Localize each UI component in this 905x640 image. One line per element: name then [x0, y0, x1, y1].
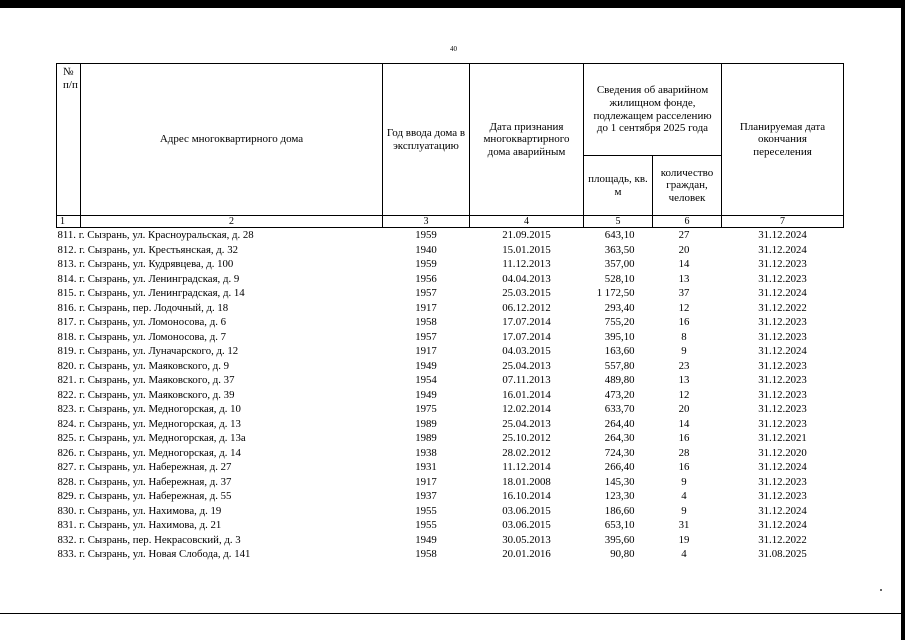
- address-text: г. Сызрань, ул. Набережная, д. 27: [79, 461, 232, 474]
- address-cell: [57, 330, 383, 345]
- area-cell: 163,60: [604, 345, 635, 358]
- table-row: [57, 243, 844, 258]
- header-group: Сведения об аварийном жилищном фонде, подлежащем расселению до 1 сентября 2025 года: [584, 64, 722, 156]
- address-cell: [57, 489, 383, 504]
- row-number: 818.: [57, 330, 77, 343]
- year-cell: 1956: [415, 272, 437, 285]
- row-number: 830.: [57, 504, 77, 517]
- row-number: 814.: [57, 272, 77, 285]
- column-number-row: [57, 216, 844, 228]
- row-number: 812.: [57, 243, 77, 256]
- header-planned-date: Планируемая дата окончания переселения: [722, 64, 844, 216]
- address-cell: [57, 475, 383, 490]
- residents-cell: 14: [678, 417, 690, 430]
- emergency-date-cell: 16.01.2014: [502, 388, 551, 401]
- address-cell: [57, 388, 383, 403]
- emergency-date-cell: 11.12.2013: [502, 258, 551, 271]
- address-text: г. Сызрань, ул. Медногорская, д. 13: [79, 417, 241, 430]
- planned-date-cell: 31.12.2024: [758, 461, 807, 474]
- table-row: [57, 286, 844, 301]
- table-row: [57, 489, 844, 504]
- year-cell: 1989: [415, 417, 437, 430]
- area-cell: 528,10: [604, 272, 635, 285]
- residents-cell: 13: [678, 374, 690, 387]
- emergency-date-cell: 03.06.2015: [502, 519, 551, 532]
- residents-cell: 23: [678, 359, 690, 372]
- area-cell: 557,80: [604, 359, 635, 372]
- address-cell: [57, 257, 383, 272]
- residents-cell: 19: [678, 533, 690, 546]
- residents-cell: 12: [678, 388, 690, 401]
- table-row: [57, 431, 844, 446]
- emergency-date-cell: 20.01.2016: [502, 548, 551, 561]
- planned-date-cell: 31.12.2023: [758, 272, 807, 285]
- row-number: 811.: [57, 229, 76, 242]
- year-cell: 1940: [415, 243, 437, 256]
- col-number: 1: [57, 216, 81, 228]
- year-cell: 1958: [415, 316, 437, 329]
- area-cell: 357,00: [604, 258, 635, 271]
- table-row: [57, 272, 844, 287]
- row-number: 824.: [57, 417, 77, 430]
- year-cell: 1957: [415, 330, 437, 343]
- header-address: Адрес многоквартирного дома: [81, 64, 383, 216]
- area-cell: 123,30: [604, 490, 635, 503]
- row-number: 828.: [57, 475, 77, 488]
- emergency-date-cell: 30.05.2013: [502, 533, 551, 546]
- col-number: 3: [383, 216, 470, 228]
- residents-cell: 28: [678, 446, 690, 459]
- area-cell: 473,20: [604, 388, 635, 401]
- residents-cell: 9: [681, 475, 687, 488]
- row-number: 822.: [57, 388, 77, 401]
- area-cell: 363,50: [604, 243, 635, 256]
- area-cell: 264,40: [604, 417, 635, 430]
- row-number: 815.: [57, 287, 77, 300]
- year-cell: 1955: [415, 519, 437, 532]
- address-text: г. Сызрань, ул. Медногорская, д. 13а: [79, 432, 246, 445]
- emergency-date-cell: 04.03.2015: [502, 345, 551, 358]
- address-text: г. Сызрань, ул. Маяковского, д. 9: [79, 359, 230, 372]
- row-number: 826.: [57, 446, 77, 459]
- residents-cell: 27: [678, 229, 690, 242]
- residents-cell: 8: [681, 330, 687, 343]
- year-cell: 1955: [415, 504, 437, 517]
- year-cell: 1975: [415, 403, 437, 416]
- emergency-date-cell: 03.06.2015: [502, 504, 551, 517]
- address-text: г. Сызрань, ул. Ломоносова, д. 6: [79, 316, 226, 329]
- emergency-date-cell: 28.02.2012: [502, 446, 551, 459]
- area-cell: 186,60: [604, 504, 635, 517]
- table-row: [57, 504, 844, 519]
- emergency-date-cell: 07.11.2013: [502, 374, 551, 387]
- table-row: [57, 315, 844, 330]
- planned-date-cell: 31.12.2024: [758, 519, 807, 532]
- table-row: [57, 446, 844, 461]
- residents-cell: 20: [678, 403, 690, 416]
- row-number: 821.: [57, 374, 77, 387]
- col-number: 4: [470, 216, 584, 228]
- emergency-date-cell: 25.03.2015: [502, 287, 551, 300]
- scan-right-border: [901, 0, 905, 640]
- planned-date-cell: 31.12.2023: [758, 403, 807, 416]
- emergency-date-cell: 12.02.2014: [502, 403, 551, 416]
- row-number: 823.: [57, 403, 77, 416]
- year-cell: 1937: [415, 490, 437, 503]
- area-cell: 653,10: [604, 519, 635, 532]
- planned-date-cell: 31.12.2021: [758, 432, 807, 445]
- address-cell: [57, 373, 383, 388]
- scan-top-border: [0, 0, 905, 8]
- year-cell: 1949: [415, 359, 437, 372]
- address-cell: [57, 518, 383, 533]
- year-cell: 1938: [415, 446, 437, 459]
- table-row: [57, 475, 844, 490]
- planned-date-cell: 31.12.2020: [758, 446, 807, 459]
- residents-cell: 16: [678, 432, 690, 445]
- row-number: 832.: [57, 533, 77, 546]
- address-cell: [57, 344, 383, 359]
- residents-cell: 9: [681, 504, 687, 517]
- area-cell: 293,40: [604, 301, 635, 314]
- row-number: 813.: [57, 258, 77, 271]
- row-number: 833.: [57, 548, 77, 561]
- address-text: г. Сызрань, ул. Нахимова, д. 19: [79, 504, 222, 517]
- residents-cell: 14: [678, 258, 690, 271]
- residents-cell: 20: [678, 243, 690, 256]
- emergency-date-cell: 17.07.2014: [502, 316, 551, 329]
- table-row: [57, 460, 844, 475]
- residents-cell: 9: [681, 345, 687, 358]
- address-cell: [57, 533, 383, 548]
- table-row: [57, 388, 844, 403]
- address-text: г. Сызрань, ул. Маяковского, д. 37: [79, 374, 235, 387]
- planned-date-cell: 31.12.2024: [758, 504, 807, 517]
- address-text: г. Сызрань, пер. Лодочный, д. 18: [79, 301, 229, 314]
- emergency-date-cell: 25.10.2012: [502, 432, 551, 445]
- residents-cell: 31: [678, 519, 690, 532]
- emergency-date-cell: 06.12.2012: [502, 301, 551, 314]
- area-cell: 643,10: [604, 229, 635, 242]
- scan-speck: [880, 589, 882, 591]
- row-number: 827.: [57, 461, 77, 474]
- row-number: 816.: [57, 301, 77, 314]
- row-number: 831.: [57, 519, 77, 532]
- address-text: г. Сызрань, пер. Некрасовский, д. 3: [79, 533, 241, 546]
- row-number: 819.: [57, 345, 77, 358]
- residents-cell: 4: [681, 490, 687, 503]
- address-cell: [57, 431, 383, 446]
- address-cell: [57, 460, 383, 475]
- emergency-date-cell: 16.10.2014: [502, 490, 551, 503]
- row-number: 825.: [57, 432, 77, 445]
- area-cell: 266,40: [604, 461, 635, 474]
- address-text: г. Сызрань, ул. Новая Слобода, д. 141: [79, 548, 251, 561]
- residents-cell: 16: [678, 316, 690, 329]
- planned-date-cell: 31.12.2023: [758, 475, 807, 488]
- area-cell: 395,60: [604, 533, 635, 546]
- planned-date-cell: 31.12.2024: [758, 243, 807, 256]
- planned-date-cell: 31.12.2022: [758, 301, 807, 314]
- area-cell: 724,30: [604, 446, 635, 459]
- address-text: г. Сызрань, ул. Набережная, д. 37: [79, 475, 232, 488]
- col-number: 5: [584, 216, 653, 228]
- area-cell: 489,80: [604, 374, 635, 387]
- planned-date-cell: 31.12.2023: [758, 258, 807, 271]
- address-text: г. Сызрань, ул. Ленинградская, д. 9: [79, 272, 240, 285]
- planned-date-cell: 31.08.2025: [758, 548, 807, 561]
- table-row: [57, 359, 844, 374]
- address-cell: [57, 547, 383, 562]
- planned-date-cell: 31.12.2023: [758, 490, 807, 503]
- address-cell: [57, 446, 383, 461]
- residents-cell: 4: [681, 548, 687, 561]
- table-row: [57, 257, 844, 272]
- row-number: 820.: [57, 359, 77, 372]
- address-cell: [57, 228, 383, 243]
- planned-date-cell: 31.12.2023: [758, 374, 807, 387]
- address-text: г. Сызрань, ул. Медногорская, д. 14: [79, 446, 241, 459]
- col-number: 7: [722, 216, 844, 228]
- address-text: г. Сызрань, ул. Набережная, д. 55: [79, 490, 232, 503]
- area-cell: 633,70: [604, 403, 635, 416]
- planned-date-cell: 31.12.2024: [758, 229, 807, 242]
- address-cell: [57, 417, 383, 432]
- planned-date-cell: 31.12.2024: [758, 287, 807, 300]
- table-row: [57, 373, 844, 388]
- planned-date-cell: 31.12.2023: [758, 330, 807, 343]
- header-number: № п/п: [57, 64, 81, 216]
- col-number: 6: [653, 216, 722, 228]
- page-number: 40: [450, 45, 457, 53]
- row-number: 817.: [57, 316, 77, 329]
- table-row: [57, 228, 844, 243]
- emergency-date-cell: 25.04.2013: [502, 417, 551, 430]
- address-cell: [57, 301, 383, 316]
- row-number: 829.: [57, 490, 77, 503]
- planned-date-cell: 31.12.2023: [758, 417, 807, 430]
- address-text: г. Сызрань, ул. Ленинградская, д. 14: [79, 287, 245, 300]
- area-cell: 90,80: [610, 548, 635, 561]
- residents-cell: 16: [678, 461, 690, 474]
- year-cell: 1958: [415, 548, 437, 561]
- year-cell: 1949: [415, 388, 437, 401]
- address-cell: [57, 402, 383, 417]
- header-emergency-date: Дата признания многоквартирного дома аварийным: [470, 64, 584, 216]
- table-row: [57, 533, 844, 548]
- address-cell: [57, 243, 383, 258]
- table-row: [57, 402, 844, 417]
- year-cell: 1957: [415, 287, 437, 300]
- col-number: 2: [81, 216, 383, 228]
- address-cell: [57, 315, 383, 330]
- area-cell: 1 172,50: [596, 287, 635, 300]
- emergency-date-cell: 21.09.2015: [502, 229, 551, 242]
- area-cell: 395,10: [604, 330, 635, 343]
- address-cell: [57, 272, 383, 287]
- header-year: Год ввода дома в эксплуатацию: [383, 64, 470, 216]
- year-cell: 1954: [415, 374, 437, 387]
- emergency-date-cell: 25.04.2013: [502, 359, 551, 372]
- year-cell: 1959: [415, 258, 437, 271]
- year-cell: 1931: [415, 461, 437, 474]
- planned-date-cell: 31.12.2023: [758, 359, 807, 372]
- residents-cell: 12: [678, 301, 690, 314]
- scan-bottom-line: [0, 613, 905, 614]
- housing-table: [56, 63, 844, 562]
- area-cell: 755,20: [604, 316, 635, 329]
- year-cell: 1917: [415, 475, 437, 488]
- year-cell: 1959: [415, 229, 437, 242]
- emergency-date-cell: 11.12.2014: [502, 461, 551, 474]
- year-cell: 1917: [415, 345, 437, 358]
- year-cell: 1949: [415, 533, 437, 546]
- table-row: [57, 518, 844, 533]
- header-area: площадь, кв. м: [584, 156, 653, 216]
- table-row: [57, 417, 844, 432]
- area-cell: 264,30: [604, 432, 635, 445]
- year-cell: 1917: [415, 301, 437, 314]
- address-text: г. Сызрань, ул. Кудрявцева, д. 100: [79, 258, 234, 271]
- emergency-date-cell: 15.01.2015: [502, 243, 551, 256]
- planned-date-cell: 31.12.2022: [758, 533, 807, 546]
- planned-date-cell: 31.12.2023: [758, 316, 807, 329]
- year-cell: 1989: [415, 432, 437, 445]
- table-row: [57, 547, 844, 562]
- address-text: г. Сызрань, ул. Медногорская, д. 10: [79, 403, 241, 416]
- table-row: [57, 344, 844, 359]
- address-text: г. Сызрань, ул. Крестьянская, д. 32: [79, 243, 238, 256]
- emergency-date-cell: 17.07.2014: [502, 330, 551, 343]
- area-cell: 145,30: [604, 475, 635, 488]
- table-row: [57, 301, 844, 316]
- planned-date-cell: 31.12.2024: [758, 345, 807, 358]
- address-text: г. Сызрань, ул. Нахимова, д. 21: [79, 519, 222, 532]
- residents-cell: 37: [678, 287, 690, 300]
- header-residents: количество граждан, человек: [653, 156, 722, 216]
- table-row: [57, 330, 844, 345]
- address-text: г. Сызрань, ул. Красноуральская, д. 28: [78, 229, 254, 242]
- address-text: г. Сызрань, ул. Луначарского, д. 12: [79, 345, 239, 358]
- residents-cell: 13: [678, 272, 690, 285]
- address-text: г. Сызрань, ул. Маяковского, д. 39: [79, 388, 235, 401]
- emergency-date-cell: 04.04.2013: [502, 272, 551, 285]
- planned-date-cell: 31.12.2023: [758, 388, 807, 401]
- table-body: [57, 228, 844, 562]
- address-cell: [57, 504, 383, 519]
- address-cell: [57, 286, 383, 301]
- address-cell: [57, 359, 383, 374]
- address-text: г. Сызрань, ул. Ломоносова, д. 7: [79, 330, 226, 343]
- emergency-date-cell: 18.01.2008: [502, 475, 551, 488]
